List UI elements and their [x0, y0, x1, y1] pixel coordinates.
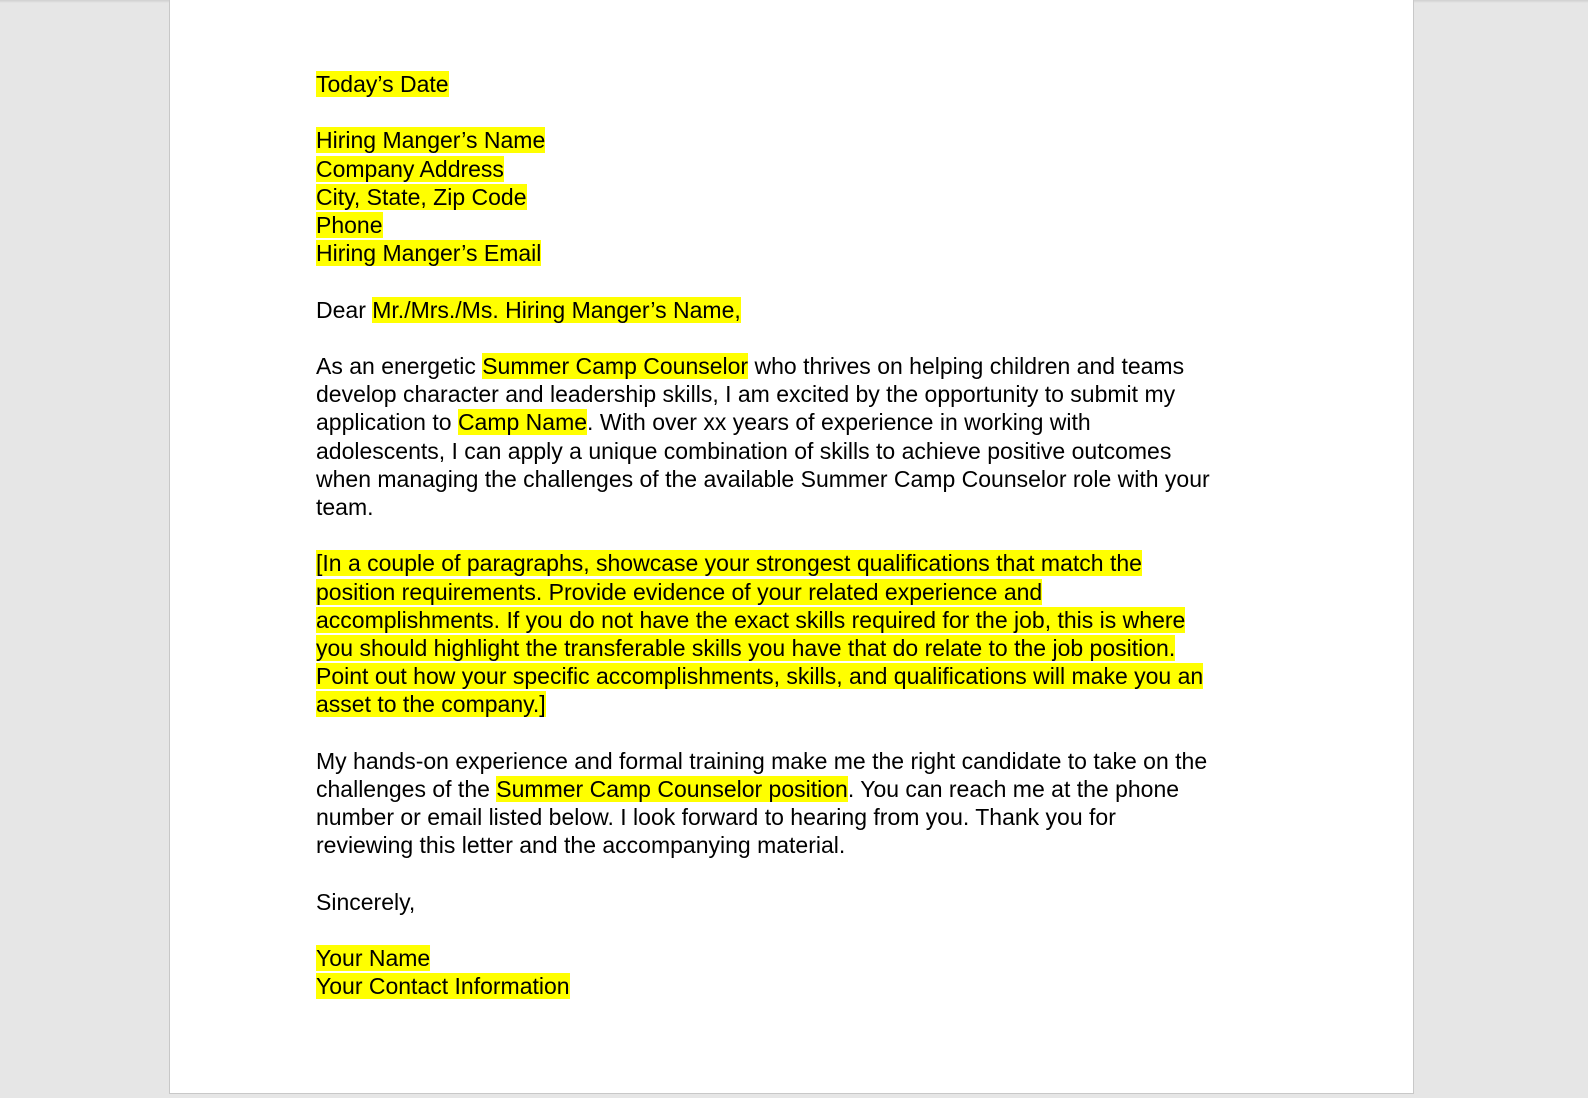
sign-off: Sincerely, [316, 888, 416, 915]
body-placeholder-paragraph [316, 549, 1276, 718]
camp-name-placeholder: Camp Name [457, 409, 588, 436]
placeholder-line: position requirements. Provide evidence of your related experience and [316, 578, 1043, 605]
paragraph-line: As an energetic Summer Camp Counselor who thrives on helping children and teams [316, 352, 1185, 379]
placeholder-line: you should highlight the transferable skills you have that do relate to the job position. [316, 635, 1176, 661]
salutation [316, 296, 1276, 324]
intro-paragraph [316, 352, 1276, 521]
position-title-placeholder: Summer Camp Counselor [482, 352, 749, 379]
paragraph-line: adolescents, I can apply a unique combination of skills to achieve positive outcomes [316, 437, 1172, 464]
recipient-email: Hiring Manger’s Email [316, 240, 542, 267]
position-placeholder: Summer Camp Counselor position [496, 776, 848, 802]
recipient-name: Hiring Manger’s Name [316, 127, 546, 154]
signature-name: Your Name [316, 945, 431, 972]
date-block [316, 70, 1276, 98]
paragraph-line: reviewing this letter and the accompanying material. [316, 832, 846, 859]
closing-paragraph [316, 747, 1276, 860]
recipient-phone: Phone [316, 212, 383, 238]
placeholder-line: asset to the company.] [316, 691, 546, 718]
signature-contact: Your Contact Information [316, 973, 570, 1000]
document-page[interactable] [169, 0, 1414, 1094]
paragraph-line: team. [316, 494, 374, 520]
recipient-address: Company Address [316, 155, 504, 182]
placeholder-line: accomplishments. If you do not have the exact skills required for the job, this is where [316, 606, 1186, 633]
paragraph-line: when managing the challenges of the available Summer Camp Counselor role with your [316, 465, 1210, 492]
placeholder-line: [In a couple of paragraphs, showcase your strongest qualifications that match the [316, 550, 1142, 577]
recipient-city-state-zip: City, State, Zip Code [316, 183, 527, 210]
signature-block [316, 944, 1276, 1000]
paragraph-line: challenges of the Summer Camp Counselor position. You can reach me at the phone [316, 776, 1180, 802]
salutation-name: Mr./Mrs./Ms. Hiring Manger’s Name, [372, 296, 741, 323]
salutation-prefix: Dear [316, 296, 373, 323]
letter-body[interactable] [316, 70, 1276, 1001]
paragraph-line: develop character and leadership skills, I am excited by the opportunity to submit my [316, 381, 1176, 408]
paragraph-line: application to Camp Name. With over xx years of experience in working with [316, 409, 1091, 436]
paragraph-line: My hands-on experience and formal training make me the right candidate to take on the [316, 747, 1208, 774]
recipient-block [316, 126, 1276, 267]
date-placeholder: Today’s Date [316, 71, 449, 97]
paragraph-line: number or email listed below. I look forward to hearing from you. Thank you for [316, 804, 1116, 831]
placeholder-line: Point out how your specific accomplishments, skills, and qualifications will make you an [316, 663, 1204, 690]
